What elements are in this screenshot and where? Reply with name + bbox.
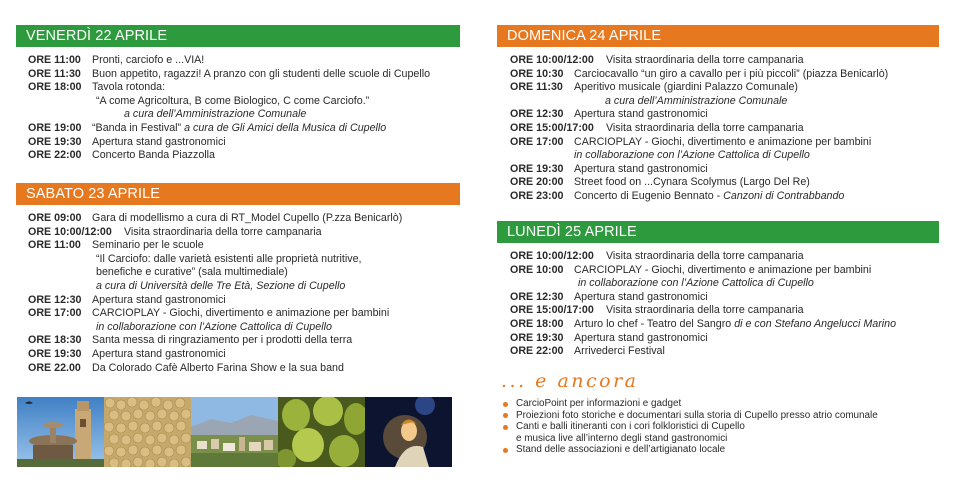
schedule-row: ORE 09:00 Gara di modellismo a cura di RT_Model Cupello (P.zza Benicarlò) [28,212,403,224]
friday-banner: VENERDÌ 22 APRILE [16,25,460,47]
ancora-heading: ... e ancora [501,370,639,392]
photo-strip [17,397,452,467]
artichokes-photo [278,397,365,467]
schedule-row: ORE 10:00/12:00 Visita straordinaria della torre campanaria [510,54,804,66]
list-item: CarcioPoint per informazioni e gadget [503,398,943,410]
beans-photo [104,397,191,467]
schedule-row: ORE 18:00 Arturo lo chef - Teatro del Sangro di e con Stefano Angelucci Marino [510,317,897,330]
ancora-list [503,398,943,456]
schedule-row: ORE 19:00 “Banda in Festival” a cura de Gli Amici della Musica di Cupello [28,121,387,134]
monday-schedule [497,250,952,359]
schedule-row: ORE 11:00 Seminario per le scuole [28,239,204,252]
list-item: Proiezioni foto storiche e documentari sulla storia di Cupello presso atrio comunale [503,410,943,422]
carcioplay-collab: in collaborazione con l’Azione Cattolica di Cupello [578,277,814,290]
schedule-row: ORE 15:00/17:00 Visita straordinaria della torre campanaria [510,121,804,134]
schedule-row: ORE 19:30 Apertura stand gastronomici [510,162,708,175]
saturday-banner: SABATO 23 APRILE [16,183,460,205]
schedule-row: ORE 12:30 Apertura stand gastronomici [510,108,708,121]
schedule-row: ORE 18:30 Santa messa di ringraziamento per i prodotti della terra [28,334,353,347]
bullet-dot-icon [503,425,508,430]
saturday-schedule [16,212,472,375]
schedule-row: ORE 15:00/17:00 Visita straordinaria della torre campanaria [510,304,804,317]
roundtable-credit: a cura dell’Amministrazione Comunale [124,108,307,121]
schedule-row: ORE 11:30 Buon appetito, ragazzi! A pranzo con gli studenti delle scuole di Cupello [28,67,431,80]
sunday-schedule [497,54,952,204]
fountain-tower-photo [17,397,104,467]
schedule-row: ORE 10:30 Carciocavallo “un giro a cavallo per i più piccoli” (piazza Benicarlò) [510,67,889,80]
town-panorama-photo [191,397,278,467]
monday-banner: LUNEDÌ 25 APRILE [497,221,939,243]
schedule-row: ORE 22:00 Concerto Banda Piazzolla [28,149,215,162]
seminar-title-line1: “Il Carciofo: dalle varietà esistenti alle proprietà nutritive, [96,252,362,265]
list-item: Stand delle associazioni e dell’artigianato locale [503,444,943,456]
seminar-title-line2: benefiche e curative” (sala multimediale) [96,266,288,279]
carcioplay-collab: in collaborazione con l’Azione Cattolica di Cupello [96,320,332,333]
schedule-row: ORE 22.00 Da Colorado Cafè Alberto Farina Show e la sua band [28,361,344,374]
seminar-credit: a cura di Università delle Tre Età, Sezione di Cupello [96,279,346,292]
bullet-dot-icon [503,413,508,418]
schedule-row: ORE 19:30 Apertura stand gastronomici [510,331,708,344]
friday-schedule [16,54,472,163]
schedule-row: ORE 22:00 Arrivederci Festival [510,345,665,358]
schedule-row: ORE 23:00 Concerto di Eugenio Bennato - Canzoni di Contrabbando [510,189,845,202]
schedule-row: ORE 17:00 CARCIOPLAY - Giochi, divertimento e animazione per bambini [510,135,872,148]
schedule-row: ORE 19:30 Apertura stand gastronomici [28,135,226,148]
schedule-row: ORE 18:00 Tavola rotonda: [28,81,166,94]
schedule-row: ORE 17:00 CARCIOPLAY - Giochi, divertimento e animazione per bambini [28,307,390,320]
schedule-row: ORE 20:00 Street food on ...Cynara Scolymus (Largo Del Re) [510,176,810,189]
schedule-row: ORE 10:00/12:00 Visita straordinaria della torre campanaria [510,250,804,262]
schedule-row: ORE 11:00 Pronti, carciofo e ...VIA! [28,54,205,66]
bullet-dot-icon [503,448,508,453]
list-item: Canti e balli itineranti con i cori folkloristici di Cupello e musica live all’interno degli stand gastronomici [503,421,943,444]
bullet-dot-icon [503,402,508,407]
sunday-banner: DOMENICA 24 APRILE [497,25,939,47]
schedule-row: ORE 19:30 Apertura stand gastronomici [28,347,226,360]
roundtable-topic: “A come Agricoltura, B come Biologico, C come Carciofo.” [96,94,370,107]
schedule-row: ORE 11:30 Aperitivo musicale (giardini Palazzo Comunale) [510,81,798,94]
schedule-row: ORE 10:00/12:00 Visita straordinaria della torre campanaria [28,225,322,238]
carcioplay-collab: in collaborazione con l’Azione Cattolica di Cupello [574,149,810,162]
schedule-row: ORE 10:00 CARCIOPLAY - Giochi, divertimento e animazione per bambini [510,263,872,276]
schedule-row: ORE 12:30 Apertura stand gastronomici [510,290,708,303]
concert-singer-photo [365,397,452,467]
schedule-row: ORE 12:30 Apertura stand gastronomici [28,293,226,306]
aperitivo-credit: a cura dell’Amministrazione Comunale [605,94,788,107]
